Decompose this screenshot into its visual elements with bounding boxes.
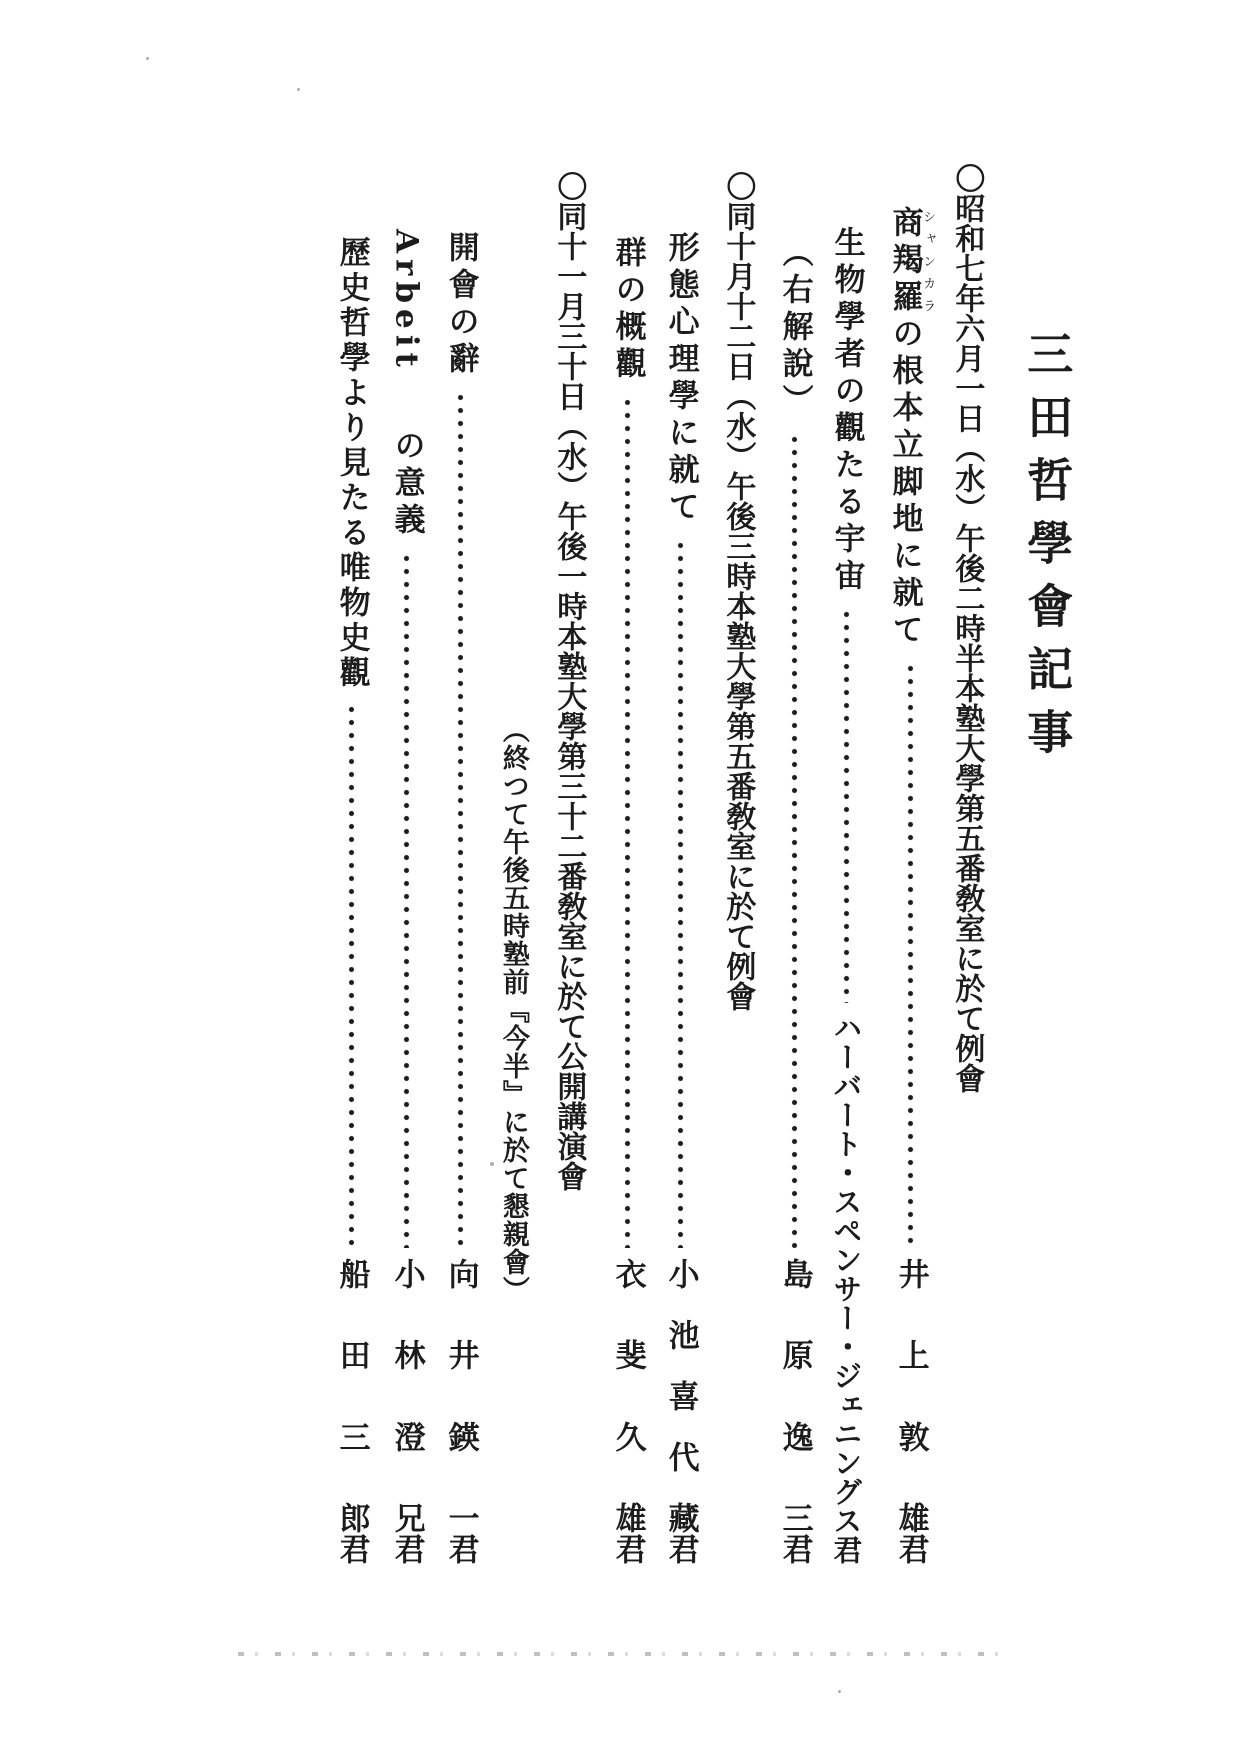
talk-title: の意義 xyxy=(388,428,425,540)
talk-column-opening xyxy=(442,231,479,1564)
talk-title: 群の概觀 xyxy=(609,236,646,384)
talk-column-arbeit xyxy=(388,229,425,1564)
speaker-name: ハーバート・スペンサー・ジェニングス君 xyxy=(829,1013,864,1564)
speaker-name: 向 井 鍈 一君 xyxy=(442,1258,479,1564)
talk-column-kaisetsu xyxy=(776,236,813,1564)
talk-column-biologist xyxy=(828,226,865,1564)
talk-title-latin: Arbeit xyxy=(388,229,425,373)
dotted-leader xyxy=(907,662,914,1248)
talk-title: 形態心理學に就て xyxy=(662,231,699,527)
talk-column-gestalt xyxy=(662,231,699,1564)
dotted-leader xyxy=(791,433,798,1248)
journal-heading: 三田哲學會記事 xyxy=(1020,330,1075,771)
ink-speck xyxy=(297,88,300,91)
speaker-name: 島 原 逸 三君 xyxy=(776,1258,813,1564)
talk-title: 開會の辭 xyxy=(442,231,479,379)
speaker-name: 船 田 三 郎君 xyxy=(333,1258,370,1564)
ink-speck xyxy=(146,57,149,60)
note-reception: （終つて午後五時塾前『今半』に於て懇親會） xyxy=(497,716,529,1304)
speaker-name: 井 上 敦 雄君 xyxy=(892,1258,929,1564)
dotted-leader xyxy=(843,608,850,1003)
talk-title: 商羯羅シャンカラの根本立脚地に就て xyxy=(886,206,936,650)
scan-artifact-dashes xyxy=(238,1652,1013,1656)
event-line-november: 〇同十一月三十日（水）午後一時本塾大學第三十二番敎室に於て公開講演會 xyxy=(551,171,587,1191)
event-line-october: 〇同十月十二日（水）午後三時本塾大學第五番敎室に於て例會 xyxy=(720,171,756,1011)
talk-column-history xyxy=(333,236,370,1564)
ink-speck xyxy=(838,1690,841,1693)
dotted-leader xyxy=(624,396,631,1248)
talk-column-shankara xyxy=(886,206,935,1564)
dotted-leader xyxy=(677,539,684,1248)
talk-title: （右解說） xyxy=(776,236,813,421)
talk-title: 歷史哲學より見たる唯物史觀 xyxy=(333,236,370,691)
speaker-name: 小 池 喜 代 藏君 xyxy=(662,1258,699,1564)
dotted-leader xyxy=(403,552,410,1248)
talk-title: 生物學者の觀たる宇宙 xyxy=(828,226,865,596)
speaker-name: 小 林 澄 兄君 xyxy=(388,1258,425,1564)
ink-speck xyxy=(490,1162,494,1166)
talk-column-group xyxy=(609,236,646,1564)
dotted-leader xyxy=(457,391,464,1248)
dotted-leader xyxy=(348,703,355,1248)
speaker-name: 衣 斐 久 雄君 xyxy=(609,1258,646,1564)
event-line-june: 〇昭和七年六月一日（水）午後二時半本塾大學第五番敎室に於て例會 xyxy=(949,163,985,1093)
ruby-annotation: 商羯羅シャンカラ xyxy=(886,206,936,317)
